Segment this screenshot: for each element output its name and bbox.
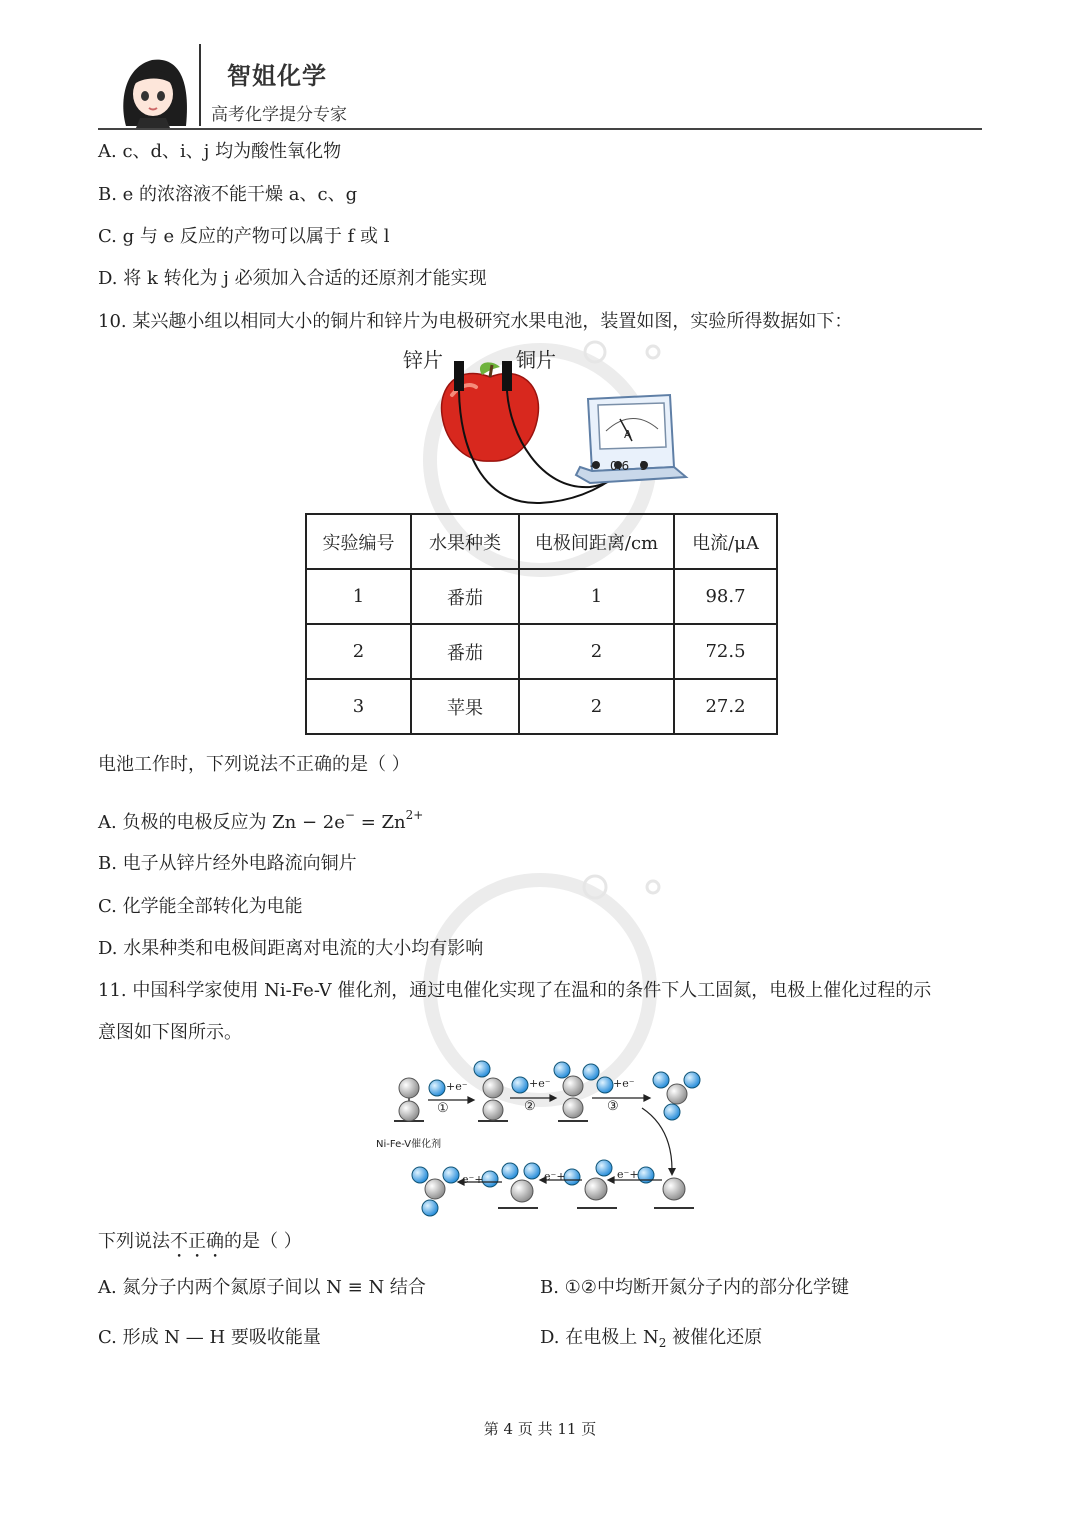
q11-option-d bbox=[540, 1326, 762, 1355]
q11-option-c: C. 形成 N — H 要吸收能量 bbox=[98, 1327, 321, 1348]
q10-option-a-sup2: 2+ bbox=[405, 808, 424, 822]
table-row bbox=[306, 679, 777, 734]
q10-option-a bbox=[98, 803, 423, 835]
table-cell: 1 bbox=[306, 569, 411, 624]
table-row bbox=[306, 569, 777, 624]
header-divider bbox=[199, 44, 201, 126]
table-cell: 98.7 bbox=[674, 569, 777, 624]
step-label-2: ② bbox=[524, 1099, 536, 1114]
fig-label-zinc: 锌片 bbox=[403, 348, 443, 372]
reagent-label-6: e⁻+ bbox=[462, 1173, 484, 1186]
q11-option-d-sub: 2 bbox=[658, 1336, 667, 1350]
q10-option-a-mid: = Zn bbox=[354, 812, 406, 833]
q9-option-a: A. c、d、i、j 均为酸性氧化物 bbox=[98, 141, 342, 162]
q11-question-emphasis: 不正确 bbox=[170, 1231, 224, 1252]
q11-option-b: B. ①②中均断开氮分子内的部分化学键 bbox=[540, 1277, 849, 1298]
reagent-label-4: e⁻+ bbox=[617, 1168, 639, 1181]
table-row bbox=[306, 624, 777, 679]
q11-question-pre: 下列说法 bbox=[98, 1231, 170, 1252]
q10-option-b: B. 电子从锌片经外电路流向铜片 bbox=[98, 853, 357, 874]
table-header-cell: 水果种类 bbox=[411, 514, 519, 569]
table-cell: 2 bbox=[306, 624, 411, 679]
q10-option-a-sup1: − bbox=[344, 808, 355, 822]
data-table bbox=[305, 513, 778, 735]
meter-scale-3: 3 bbox=[640, 459, 648, 473]
table-cell: 番茄 bbox=[411, 624, 519, 679]
reagent-label-3: +e⁻ bbox=[613, 1077, 635, 1090]
table-cell: 1 bbox=[519, 569, 674, 624]
q10-option-c: C. 化学能全部转化为电能 bbox=[98, 896, 303, 917]
header-rule bbox=[98, 128, 982, 130]
q11-option-d-post: 被催化还原 bbox=[666, 1327, 763, 1348]
q9-option-b: B. e 的浓溶液不能干燥 a、c、g bbox=[98, 184, 358, 205]
brand-title: 智姐化学 bbox=[227, 62, 327, 90]
q11-question-post: 的是（ ） bbox=[224, 1231, 302, 1252]
step-label-3: ③ bbox=[607, 1099, 619, 1114]
q10-stem: 10. 某兴趣小组以相同大小的铜片和锌片为电极研究水果电池，装置如图，实验所得数据如下： bbox=[98, 311, 853, 332]
table-cell: 2 bbox=[519, 624, 674, 679]
fruit-battery-figure bbox=[430, 355, 690, 510]
table-header-row bbox=[306, 514, 777, 569]
brand-slogan: 高考化学提分专家 bbox=[211, 105, 347, 125]
q10-option-a-prefix: A. 负极的电极反应为 bbox=[98, 812, 273, 833]
reagent-label-1: +e⁻ bbox=[446, 1080, 468, 1093]
fig-label-copper: 铜片 bbox=[516, 348, 556, 372]
header-logo-avatar bbox=[112, 46, 194, 128]
meter-label: A bbox=[624, 428, 632, 441]
step-label-1: ① bbox=[437, 1101, 449, 1116]
table-cell: 72.5 bbox=[674, 624, 777, 679]
q10-option-a-formula: Zn − 2e bbox=[272, 812, 345, 833]
reagent-label-5: e⁻+ bbox=[544, 1170, 566, 1183]
q10-option-d: D. 水果种类和电极间距离对电流的大小均有影响 bbox=[98, 938, 484, 959]
table-header-cell: 电极间距离/cm bbox=[519, 514, 674, 569]
q11-option-d-pre: D. 在电极上 N bbox=[540, 1327, 659, 1348]
table-header-cell: 电流/μA bbox=[674, 514, 777, 569]
q9-option-c: C. g 与 e 反应的产物可以属于 f 或 l bbox=[98, 226, 390, 247]
catalyst-label: Ni-Fe-V催化剂 bbox=[376, 1139, 442, 1150]
reagent-label-2: +e⁻ bbox=[529, 1077, 551, 1090]
q10-question: 电池工作时，下列说法不正确的是（ ） bbox=[98, 754, 410, 775]
q9-option-d: D. 将 k 转化为 j 必须加入合适的还原剂才能实现 bbox=[98, 268, 487, 289]
meter-scale-0.6: 0.6 bbox=[610, 459, 630, 473]
q11-option-a: A. 氮分子内两个氮原子间以 N ≡ N 结合 bbox=[98, 1277, 426, 1298]
table-cell: 3 bbox=[306, 679, 411, 734]
q11-question bbox=[98, 1230, 302, 1262]
table-header-cell: 实验编号 bbox=[306, 514, 411, 569]
q11-stem-line1: 11. 中国科学家使用 Ni-Fe-V 催化剂，通过电催化实现了在温和的条件下人工固氮，电极上催化过程的示 bbox=[98, 980, 932, 1001]
meter-minus: − bbox=[589, 459, 600, 473]
page-number: 第 4 页 共 11 页 bbox=[483, 1420, 597, 1438]
q11-stem-line2: 意图如下图所示。 bbox=[98, 1022, 242, 1043]
table-cell: 2 bbox=[519, 679, 674, 734]
table-cell: 27.2 bbox=[674, 679, 777, 734]
table-cell: 苹果 bbox=[411, 679, 519, 734]
table-cell: 番茄 bbox=[411, 569, 519, 624]
